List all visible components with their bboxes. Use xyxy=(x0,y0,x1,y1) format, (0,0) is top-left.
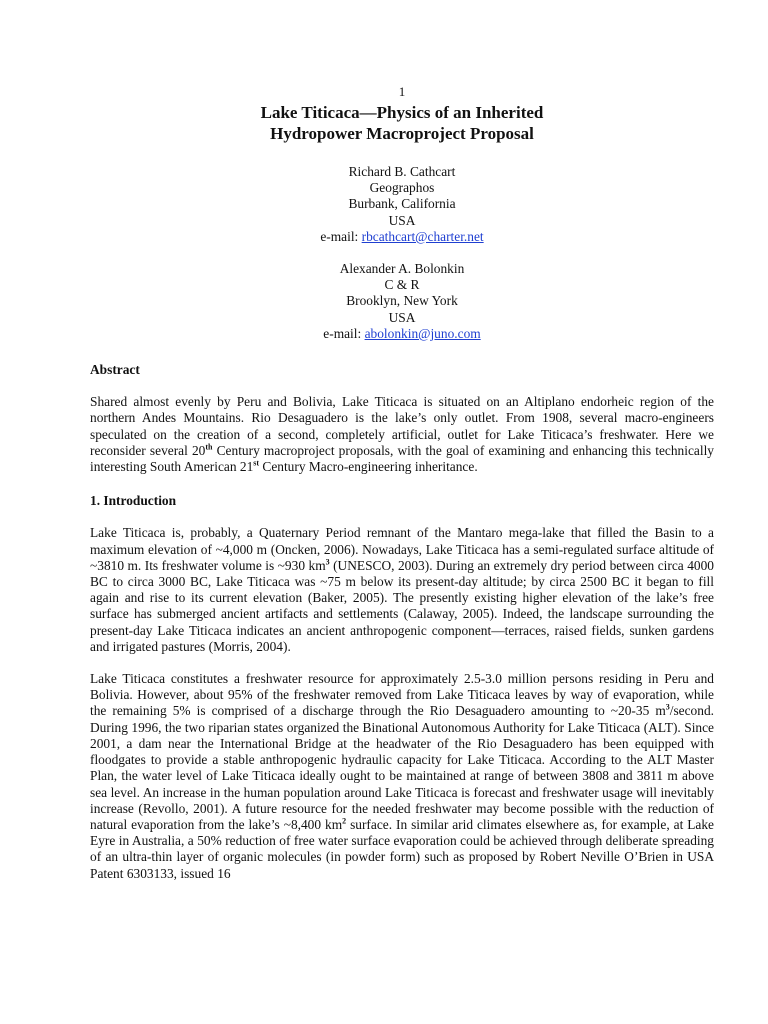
email-label: e-mail: xyxy=(323,325,365,341)
author-2 xyxy=(90,261,714,342)
paper-title xyxy=(90,102,714,144)
email-label: e-mail: xyxy=(320,228,362,244)
author-email-line xyxy=(90,326,714,342)
document-page xyxy=(90,84,714,882)
title-line-1: Lake Titicaca—Physics of an Inherited xyxy=(260,103,544,122)
author-name: Richard B. Cathcart xyxy=(348,164,456,179)
email-link[interactable]: abolonkin@juno.com xyxy=(364,325,481,341)
author-country: USA xyxy=(388,309,416,325)
introduction-paragraph-1: Lake Titicaca is, probably, a Quaternary Period remnant of the Mantaro mega-lake that filled the Basin to a maximum elevation of ~4,000 m (Oncken, 2006). Nowadays, Lake Titicaca has a semi-regulated surface altitude of ~3810 m. Its freshwater volume is ~930 $km^3$ (UNESCO, 2003). During an extremely dry period between circa 4000 BC to circa 3000 BC, Lake Titicaca was ~75 m below its present-day altitude; by circa 2500 BC it began to fill again and rise to its current elevation (Baker, 2005). The presently existing higher elevation of the lake’s free surface has submerged ancient artifacts and settlements (Calaway, 2005). Indeed, the landscape surrounding the present-day Lake Titicaca indicates an ancient anthropogenic component—terraces, raised fields, sunken gardens and irrigated pastures (Morris, 2004). xyxy=(90,525,714,654)
author-city: Burbank, California xyxy=(348,196,456,212)
abstract-paragraph: Shared almost evenly by Peru and Bolivia, Lake Titicaca is situated on an Altiplano endorheic region of the northern Andes Mountains. Rio Desaguadero is the lake’s only outlet. From 1908, several macro-engineers speculated on the creation of a second, completely artificial, outlet for Lake Titicaca’s freshwater. Here we reconsider several 20th Century macroproject proposals, with the goal of examining and enhancing this technically interesting South American 21st Century Macro-engineering inheritance. xyxy=(90,394,714,475)
abstract-heading: Abstract xyxy=(90,362,140,378)
author-email-line xyxy=(90,229,714,245)
author-org: C & R xyxy=(384,277,420,293)
author-city: Brooklyn, New York xyxy=(346,293,458,309)
email-link[interactable]: rbcathcart@charter.net xyxy=(361,228,484,244)
introduction-heading: 1. Introduction xyxy=(90,493,177,509)
author-1 xyxy=(90,164,714,245)
author-block xyxy=(90,164,714,342)
title-line-2: Hydropower Macroproject Proposal xyxy=(270,124,534,143)
author-name: Alexander A. Bolonkin xyxy=(339,261,465,277)
author-country: USA xyxy=(388,212,416,228)
introduction-paragraph-2: Lake Titicaca constitutes a freshwater resource for approximately 2.5-3.0 million persons residing in Peru and Bolivia. However, about 95% of the freshwater removed from Lake Titicaca leaves by way of evaporation, while the remaining 5% is comprised of a discharge through the Rio Desaguadero amounting to ~20-35 $m^3$/second. During 1996, the two riparian states organized the Binational Autonomous Authority for Lake Titicaca (ALT). Since 2001, a dam near the International Bridge at the headwater of the Rio Desaguadero has been equipped with floodgates to provide a stable anthropogenic hydraulic capacity for Lake Titicaca. According to the ALT Master Plan, the water level of Lake Titicaca ideally ought to be maintained at range of between 3808 and 3811 m above sea level. An increase in the human population around Lake Titicaca is forecast and freshwater usage will inevitably increase (Revollo, 2001). A future resource for the needed freshwater may become possible with the reduction of natural evaporation from the lake’s ~8,400 $km^2$ surface. In similar arid climates elsewhere as, for example, at Lake Eyre in Australia, a 50% reduction of free water surface evaporation could be achieved through deliberate spreading of an ultra-thin layer of organic molecules (in powder form) such as proposed by Robert Neville O’Brien in USA Patent 6303133, issued 16 xyxy=(90,671,714,881)
author-org: Geographos xyxy=(369,180,435,196)
page-number: 1 xyxy=(398,84,406,99)
